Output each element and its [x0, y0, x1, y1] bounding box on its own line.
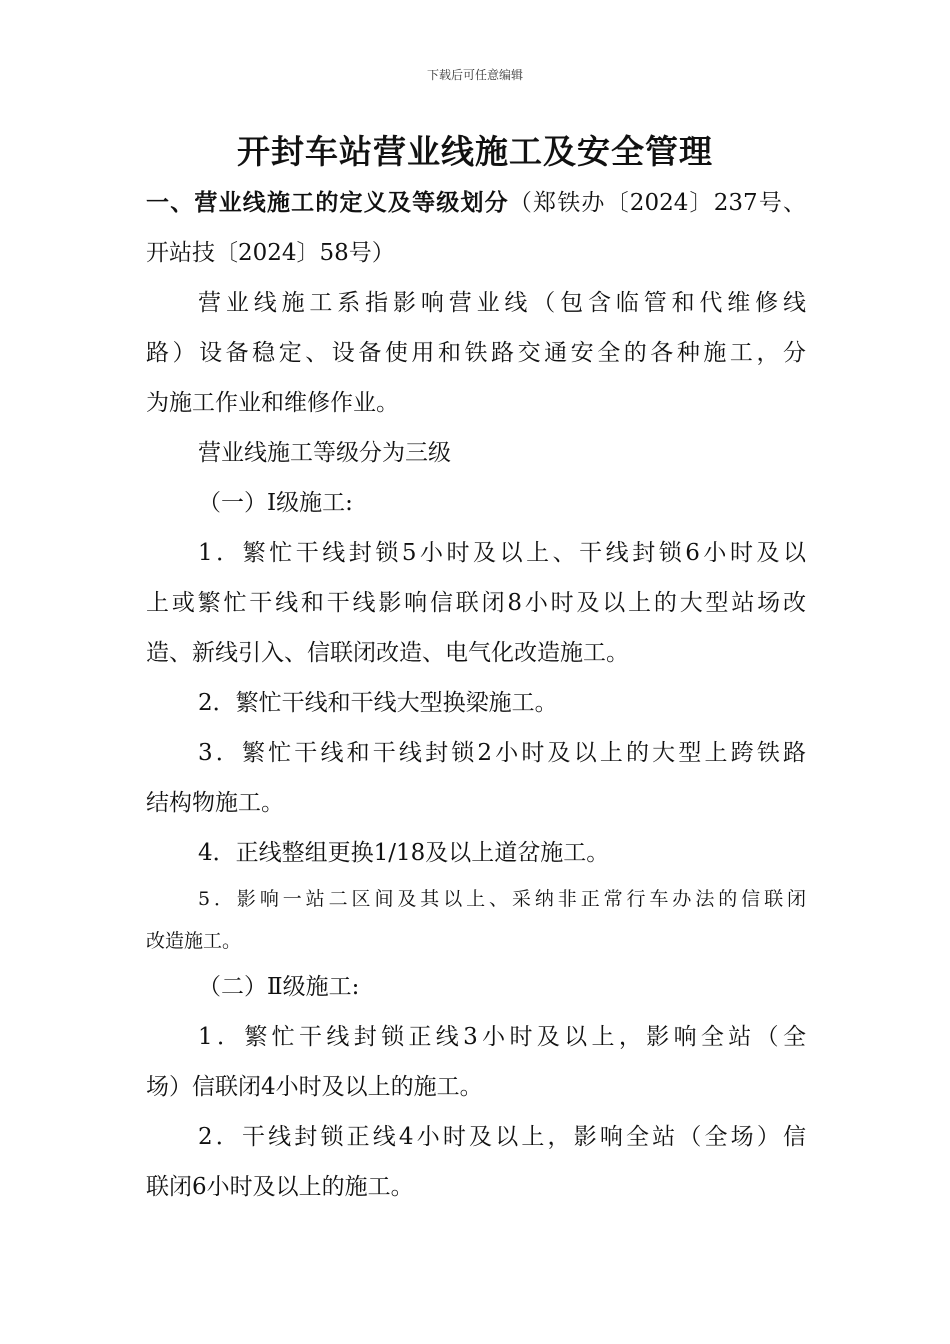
- section-reference: （郑铁办〔2024〕237号、: [508, 190, 807, 216]
- level1-item3-line2: 结构物施工。: [146, 790, 284, 816]
- level1-item1-line3: 造、新线引入、信联闭改造、电气化改造施工。: [146, 640, 629, 666]
- level2-item2-line1: 2．干线封锁正线4小时及以上，影响全站（全场）信: [198, 1124, 806, 1150]
- levels-intro: 营业线施工等级分为三级: [198, 440, 451, 466]
- section-heading: 一、营业线施工的定义及等级划分: [146, 189, 509, 216]
- section-heading-line1: [146, 178, 806, 228]
- level1-item1-line2: 上或繁忙干线和干线影响信联闭8小时及以上的大型站场改: [146, 590, 806, 616]
- level2-item1-line1: 1．繁忙干线封锁正线3小时及以上，影响全站（全: [198, 1024, 806, 1050]
- level1-item5-line1: 5．影响一站二区间及其以上、采纳非正常行车办法的信联闭: [198, 888, 806, 910]
- level1-item2: 2．繁忙干线和干线大型换梁施工。: [198, 690, 558, 716]
- definition-line2: 路）设备稳定、设备使用和铁路交通安全的各种施工，分: [146, 340, 806, 366]
- level1-item1-line1: 1．繁忙干线封锁5小时及以上、干线封锁6小时及以: [198, 540, 806, 566]
- level2-heading: （二）Ⅱ级施工:: [198, 974, 360, 1000]
- section-reference-line2: 开站技〔2024〕58号）: [146, 240, 395, 266]
- level1-item3-line1: 3．繁忙干线和干线封锁2小时及以上的大型上跨铁路: [198, 740, 806, 766]
- level1-heading: （一）Ⅰ级施工:: [198, 490, 353, 516]
- level2-item2-line2: 联闭6小时及以上的施工。: [146, 1174, 414, 1200]
- page-title: 开封车站营业线施工及安全管理: [237, 132, 713, 171]
- header-note: 下载后可任意编辑: [426, 68, 523, 82]
- level1-item5-line2: 改造施工。: [146, 930, 242, 952]
- level2-item1-line2: 场）信联闭4小时及以上的施工。: [146, 1074, 483, 1100]
- definition-line1: 营业线施工系指影响营业线（包含临管和代维修线: [198, 290, 806, 316]
- level1-item4: 4．正线整组更换1/18及以上道岔施工。: [198, 840, 610, 866]
- definition-line3: 为施工作业和维修作业。: [146, 390, 399, 416]
- document-body: [146, 178, 806, 1212]
